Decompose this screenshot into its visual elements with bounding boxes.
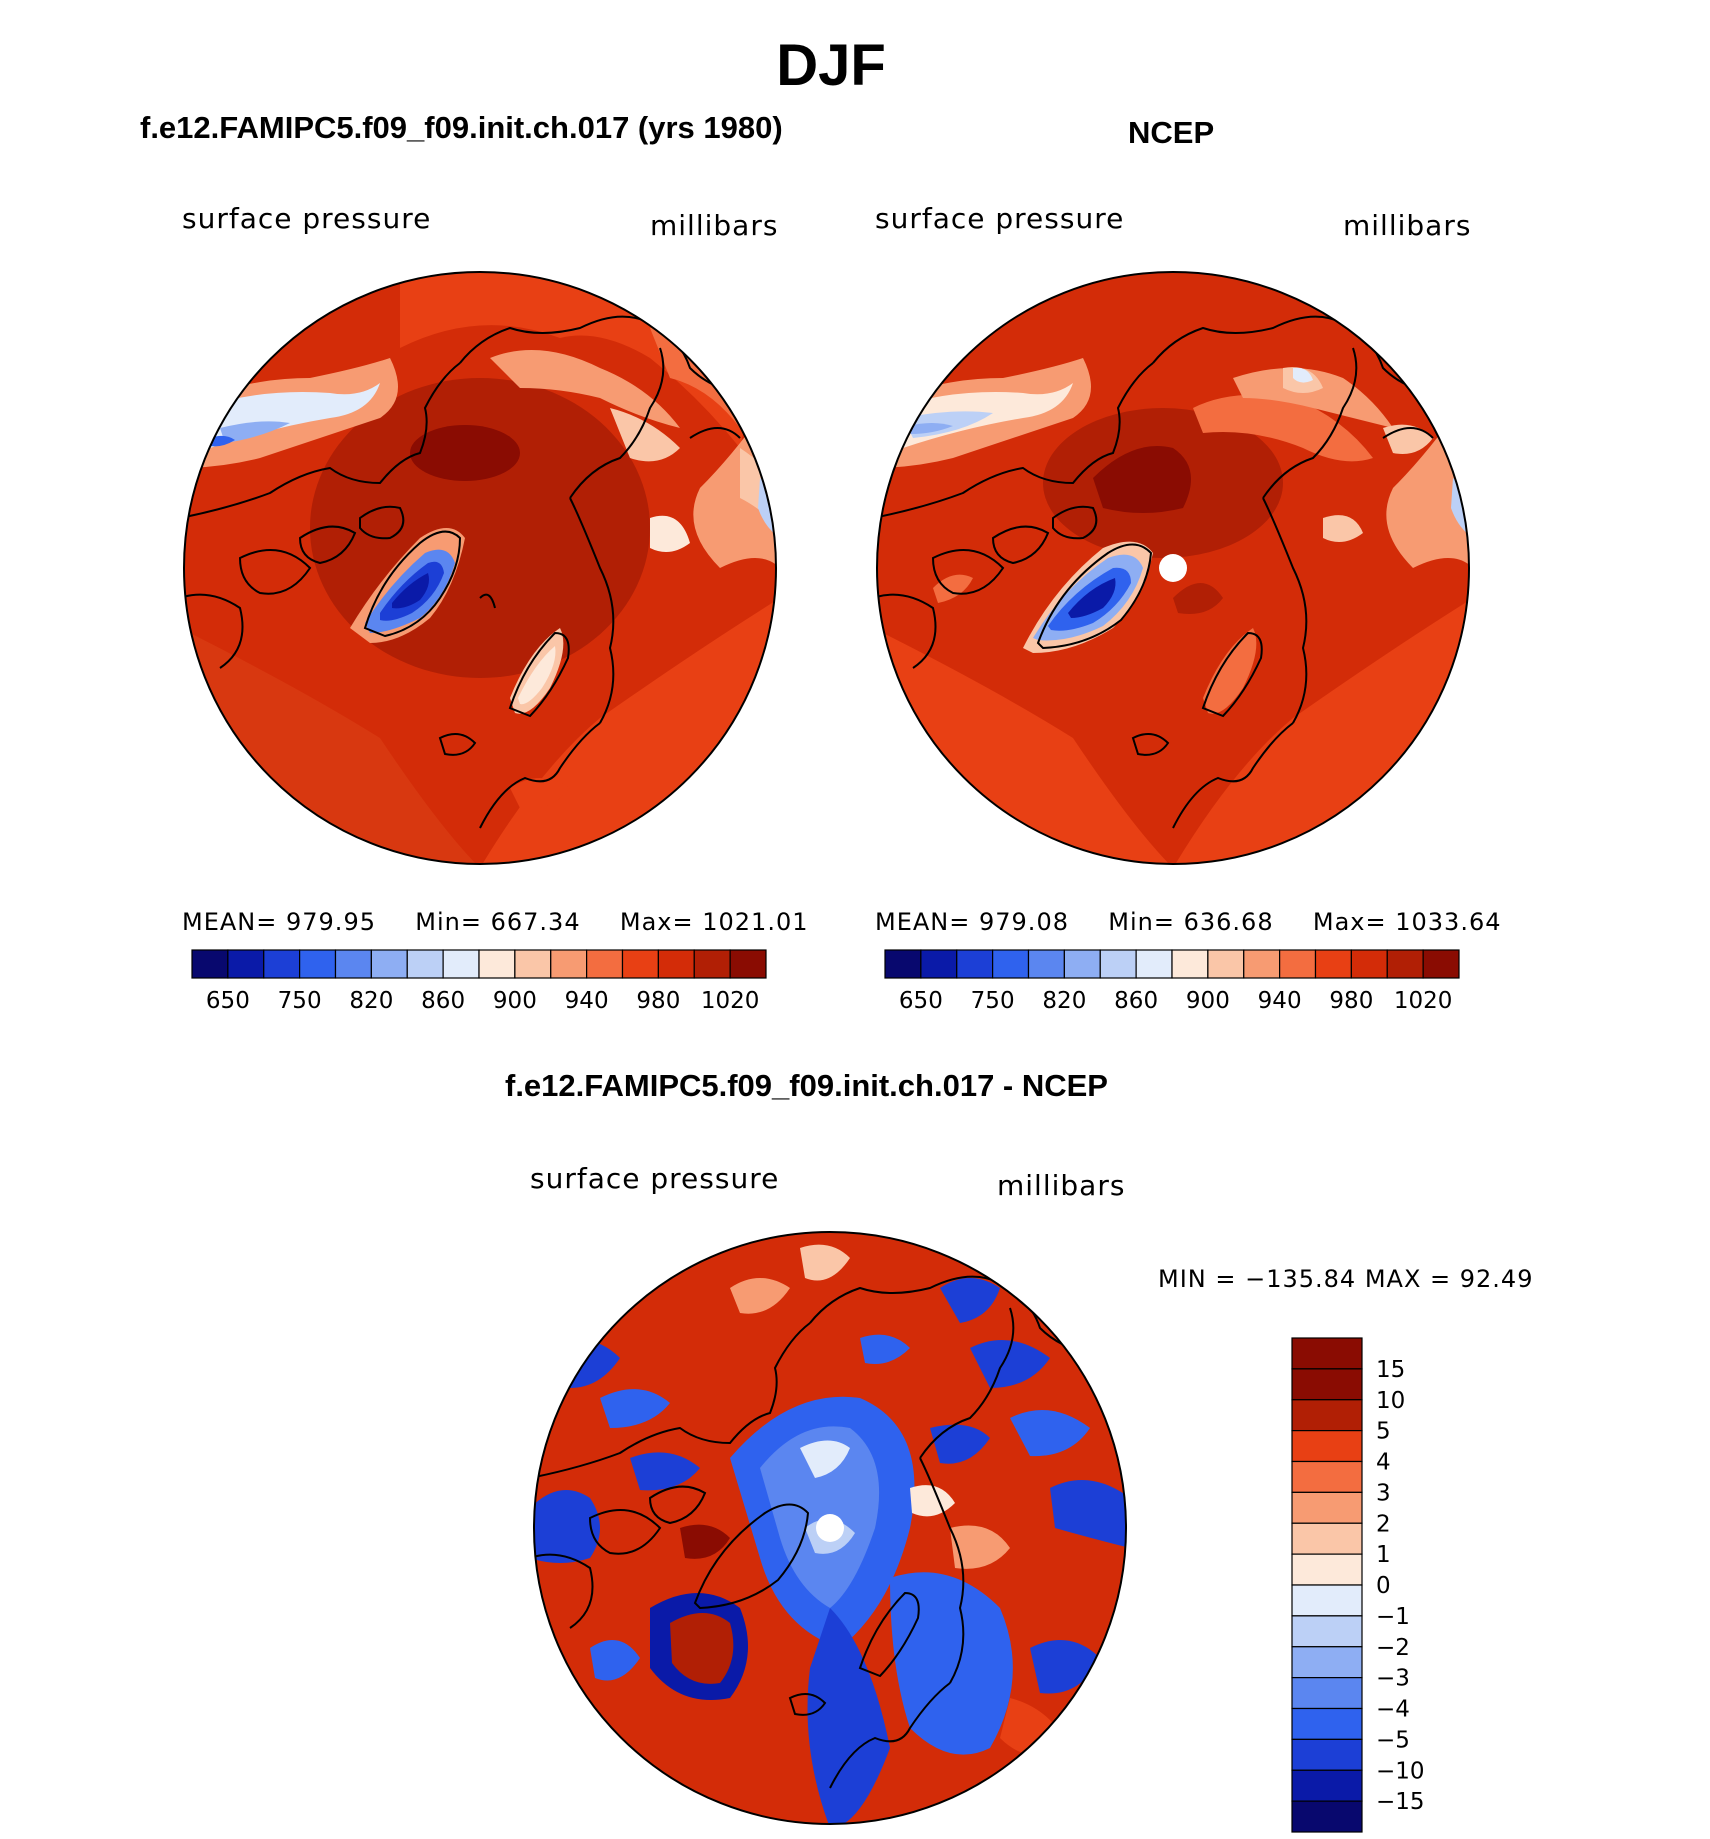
- panel-3-colorbar: [1290, 1336, 1480, 1836]
- panel-3-colorbar-swatch: [1292, 1400, 1362, 1431]
- panel-1-polar-map: [180, 268, 780, 868]
- panel-3-colorbar-tick-label: 4: [1376, 1449, 1391, 1476]
- panel-1-colorbar-swatch: [479, 950, 515, 978]
- panel-3-colorbar-swatch: [1292, 1709, 1362, 1740]
- panel-1-colorbar-swatch: [623, 950, 659, 978]
- panel-1-stats: [182, 908, 809, 936]
- panel-1-colorbar-swatch: [730, 950, 766, 978]
- panel-3-colorbar-tick-label: −10: [1376, 1758, 1425, 1785]
- min-label: Min=: [1108, 908, 1175, 936]
- panel-1-colorbar-tick-label: 860: [421, 988, 466, 1014]
- panel-1-colorbar-swatch: [300, 950, 336, 978]
- max-value: 1033.64: [1395, 908, 1502, 936]
- panel-1-units-label: millibars: [650, 209, 779, 242]
- panel-1-colorbar-swatch: [658, 950, 694, 978]
- panel-2-colorbar-swatch: [885, 950, 921, 978]
- panel-2-colorbar-swatch: [1136, 950, 1172, 978]
- panel-2-colorbar-swatch: [993, 950, 1029, 978]
- panel-2-title: NCEP: [1128, 115, 1215, 150]
- panel-3-units-label: millibars: [997, 1169, 1126, 1202]
- panel-2-colorbar-swatch: [1423, 950, 1459, 978]
- panel-2-stats: [875, 908, 1502, 936]
- panel-1-colorbar-swatch: [694, 950, 730, 978]
- panel-3-colorbar-tick-label: 0: [1376, 1573, 1391, 1599]
- panel-3-title: f.e12.FAMIPC5.f09_f09.init.ch.017 - NCEP: [505, 1068, 1108, 1103]
- panel-3-variable-label: surface pressure: [530, 1162, 780, 1195]
- panel-2-colorbar-swatch: [1064, 950, 1100, 978]
- panel-1-variable-label: surface pressure: [182, 202, 432, 235]
- panel-2-polar-map: [873, 268, 1473, 868]
- panel-1-colorbar-tick-label: 1020: [700, 988, 760, 1014]
- panel-3-colorbar-swatch: [1292, 1678, 1362, 1709]
- mean-value: 979.08: [979, 908, 1069, 936]
- panel-1-colorbar-swatch: [551, 950, 587, 978]
- panel-3-colorbar-swatch: [1292, 1431, 1362, 1462]
- panel-3-colorbar-swatch: [1292, 1616, 1362, 1647]
- panel-2-colorbar-swatch: [1100, 950, 1136, 978]
- panel-3-colorbar-tick-label: 1: [1376, 1542, 1391, 1569]
- panel-1-colorbar-tick-label: 650: [205, 988, 250, 1014]
- mean-value: 979.95: [286, 908, 376, 936]
- mean-label: MEAN=: [182, 908, 278, 936]
- max-value: 1021.01: [702, 908, 809, 936]
- panel-2-colorbar-swatch: [921, 950, 957, 978]
- panel-1-colorbar-tick-label: 820: [349, 988, 394, 1014]
- panel-2-colorbar-swatch: [1029, 950, 1065, 978]
- panel-3-colorbar-swatch: [1292, 1585, 1362, 1616]
- panel-3-colorbar-tick-label: −4: [1376, 1696, 1410, 1723]
- min-label: Min=: [415, 908, 482, 936]
- panel-1-colorbar-swatch: [371, 950, 407, 978]
- panel-3-colorbar-swatch: [1292, 1647, 1362, 1678]
- max-label: Max=: [1312, 908, 1387, 936]
- panel-3-colorbar-tick-label: −3: [1376, 1665, 1410, 1692]
- panel-3-colorbar-tick-label: 5: [1376, 1418, 1391, 1445]
- panel-2-colorbar-tick-label: 1020: [1393, 988, 1453, 1014]
- panel-3-colorbar-tick-label: 10: [1376, 1387, 1406, 1414]
- panel-2-colorbar-swatch: [1244, 950, 1280, 978]
- panel-2-colorbar: [883, 948, 1463, 1018]
- panel-2-variable-label: surface pressure: [875, 202, 1125, 235]
- panel-3-colorbar-tick-label: 3: [1376, 1480, 1391, 1507]
- panel-2-colorbar-swatch: [1280, 950, 1316, 978]
- panel-2-colorbar-swatch: [1316, 950, 1352, 978]
- panel-1-title: f.e12.FAMIPC5.f09_f09.init.ch.017 (yrs 1980): [140, 110, 783, 145]
- panel-1-colorbar-tick-label: 900: [492, 988, 537, 1014]
- panel-2-colorbar-swatch: [1172, 950, 1208, 978]
- panel-1-colorbar-swatch: [515, 950, 551, 978]
- panel-1-colorbar-swatch: [407, 950, 443, 978]
- panel-3-colorbar-swatch: [1292, 1801, 1362, 1832]
- panel-2-colorbar-tick-label: 980: [1329, 988, 1374, 1014]
- panel-2-colorbar-tick-label: 940: [1257, 988, 1302, 1014]
- panel-1-colorbar: [190, 948, 770, 1018]
- panel-3-colorbar-swatch: [1292, 1369, 1362, 1400]
- figure-title: DJF: [776, 33, 886, 98]
- panel-3-colorbar-tick-label: 15: [1376, 1356, 1406, 1383]
- panel-2-colorbar-tick-label: 750: [970, 988, 1015, 1014]
- panel-1-colorbar-swatch: [228, 950, 264, 978]
- panel-3-colorbar-swatch: [1292, 1462, 1362, 1493]
- max-label: Max=: [619, 908, 694, 936]
- panel-3-polar-map: [530, 1228, 1130, 1828]
- panel-1-colorbar-swatch: [264, 950, 300, 978]
- panel-3-colorbar-swatch: [1292, 1338, 1362, 1369]
- panel-1-colorbar-swatch: [443, 950, 479, 978]
- panel-2-units-label: millibars: [1343, 209, 1472, 242]
- mean-label: MEAN=: [875, 908, 971, 936]
- panel-3-stats: MIN = −135.84 MAX = 92.49: [1158, 1265, 1534, 1293]
- panel-1-colorbar-swatch: [192, 950, 228, 978]
- panel-3-colorbar-tick-label: −5: [1376, 1727, 1410, 1754]
- panel-3-colorbar-swatch: [1292, 1492, 1362, 1523]
- panel-1-colorbar-swatch: [587, 950, 623, 978]
- panel-3-colorbar-swatch: [1292, 1554, 1362, 1585]
- panel-2-colorbar-tick-label: 650: [898, 988, 943, 1014]
- panel-1-colorbar-swatch: [336, 950, 372, 978]
- panel-3-colorbar-tick-label: −2: [1376, 1634, 1410, 1661]
- min-value: 667.34: [490, 908, 581, 936]
- panel-3-colorbar-swatch: [1292, 1523, 1362, 1554]
- panel-2-colorbar-swatch: [1208, 950, 1244, 978]
- panel-3-colorbar-tick-label: −1: [1376, 1603, 1410, 1630]
- panel-2-colorbar-tick-label: 820: [1042, 988, 1087, 1014]
- panel-1-colorbar-tick-label: 750: [277, 988, 322, 1014]
- panel-2-colorbar-swatch: [1351, 950, 1387, 978]
- panel-3-colorbar-swatch: [1292, 1739, 1362, 1770]
- panel-3-colorbar-tick-label: −15: [1376, 1789, 1425, 1816]
- min-value: 636.68: [1183, 908, 1274, 936]
- panel-2-colorbar-tick-label: 900: [1185, 988, 1230, 1014]
- panel-2-colorbar-swatch: [1387, 950, 1423, 978]
- panel-2-colorbar-swatch: [957, 950, 993, 978]
- panel-3-colorbar-tick-label: 2: [1376, 1511, 1391, 1538]
- panel-2-colorbar-tick-label: 860: [1114, 988, 1159, 1014]
- panel-1-colorbar-tick-label: 940: [564, 988, 609, 1014]
- panel-1-colorbar-tick-label: 980: [636, 988, 681, 1014]
- panel-3-colorbar-swatch: [1292, 1770, 1362, 1801]
